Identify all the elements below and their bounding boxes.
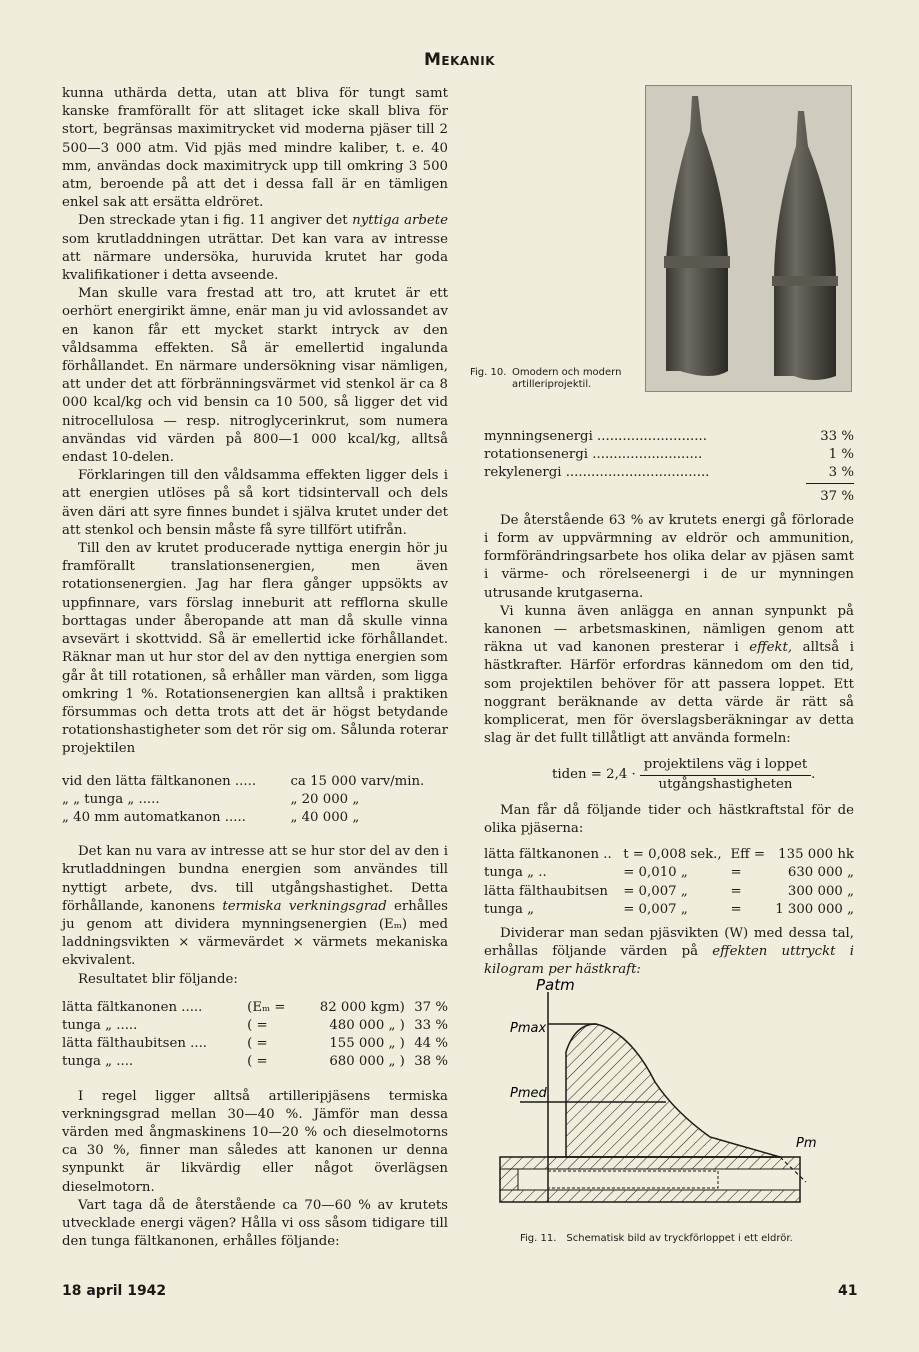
footer-date: 18 april 1942 [62,1283,167,1299]
paragraph: Förklaringen till den våldsamma effekten ligger dels i att energien utlöses på så kort tidsintervall och dels även däri att syre finnes bundet i själva krutet under det att stenkol och bensin måste få syre tillfört utifrån. [62,468,448,538]
projectile-photo [645,85,852,392]
fig10-caption-text: Omodern och modern artilleriprojektil. [512,367,622,390]
label-patm: Patm [536,976,575,994]
table-row: lätta fältkanonen .. t = 0,008 sek., Eff = 135 000 hk [484,847,854,863]
label-pmed: Pmed [510,1086,547,1101]
pressure-diagram [470,972,850,1230]
table-row: tunga „ ..... ( = 480 000 „ ) 33 % [62,1017,448,1033]
rotation-table [62,773,448,828]
paragraph: Vi kunna även anlägga en annan synpunkt på kanonen — arbetsmaskinen, nämligen genom att räkna ut vad kanonen presterar i effekt, alltså i hästkrafter. Härför erfordras kännedom om den tid, som projektilen behöver för att passera loppet. Ett noggrant beräknande av detta värde är rätt så komplicerat, men för överslagsberäkningar av detta slag är det fullt tillåtligt att använda formeln: [484,603,854,747]
paragraph: Vart taga då de återstående ca 70—60 % av krutets utvecklade energi vägen? Hålla vi oss såsom tidigare till den tunga fältkanonen, erhålles följande: [62,1197,448,1250]
table-row: lätta fälthaubitsen = 0,007 „ = 300 000 „ [484,883,854,899]
paragraph: De återstående 63 % av krutets energi gå förlorade i form av uppvärmning av eldrör och ammunition, formförändringsarbete hos olika delar av pjäsen samt i värme- och rörelseenergi i de ur mynningen utrusande krutgaserna. [484,512,854,601]
table-row: lätta fälthaubitsen .... ( = 155 000 „ ) 44 % [62,1036,448,1052]
table-row: „ 40 mm automatkanon ..... „ 40 000 „ [62,809,360,825]
page-header: Mekanik [423,50,495,70]
table-row: vid den lätta fältkanonen ..... ca 15 000 varv/min. [62,773,425,789]
paragraph: kunna uthärda detta, utan att bliva för tungt samt kanske framförallt för att slitaget icke skall bliva för stort, begränsas maximitrycket vid moderna pjäser till 2 500—3 000 atm. Vid pjäs med mindre kaliber, t. e. 40 mm, användas dock maximitryck upp till omkring 3 500 atm, beroende på att det i dessa fall är en tämligen enkel sak att ersätta eldröret. [62,86,448,211]
paragraph: Till den av krutet producerade nyttiga energin hör ju framförallt translationsenergien, men även rotationsenergien. Jag har flera gånger uppsökts av uppfinnare, vars förslag inneburit att refflorna skulle borttagas under åberopande att man då skulle vinna avsevärt i skottvidd. Så är emellertid icke förhållandet. Räknar man ut hur stor del av den nyttiga energien som går åt till rotationen, så erhåller man värden, som ligga omkring 1 %. Rotationsenergien kan alltså i praktiken försummas och detta trots att det är högst betydande rotationshastigheter som det rör sig om. Sålunda roterar projektilen [62,541,448,757]
energy-total: 37 % [806,483,854,506]
paragraph: Man får då följande tider och hästkraftstal för de olika pjäserna: [484,802,854,837]
paragraph: Dividerar man sedan pjäsvikten (W) med dessa tal, erhållas följande värden på effekten uttryckt i kilogram per hästkraft: [484,926,854,978]
label-pmax: Pmax [510,1021,547,1036]
table-row: mynningsenergi .......................... 33 % [484,429,854,444]
table-row: rekylenergi .................................. 3 % [484,465,854,481]
label-pm: Pm [796,1136,817,1151]
energy-table [484,428,854,506]
fig11-caption: Fig. 11. Schematisk bild av tryckförloppet i ett eldrör. [520,1233,793,1244]
useful-work-area [566,1024,780,1157]
horsepower-table [484,846,854,919]
paragraph: Man skulle vara frestad att tro, att krutet är ett oerhört energirikt ämne, enär man ju vid avlossandet av en kanon får ett mycket starkt intryck av den våldsamma effekten. Så är emellertid ingalunda förhållandet. En närmare undersökning visar nämligen, att under det att förbränningsvärmet vid stenkol är ca 8 000 kcal/kg och vid bensin ca 10 500, så ligger det vid nitrocellulosa — resp. nitroglycerinkrut, som numera användas vid värden på 800—1 000 kcal/kg, alltså endast 10-delen. [62,286,448,466]
table-row: „ „ tunga „ ..... „ 20 000 „ [62,791,360,807]
projectile-illustration [646,86,851,391]
table-row: tunga „ = 0,007 „ = 1 300 000 „ [484,901,854,917]
paragraph: Resultatet blir följande: [78,971,238,987]
paragraph: Den streckade ytan i fig. 11 angiver det nyttiga arbete som krutladdningen uträttar. Det kan vara av intresse att närmare undersöka, huruvida krutet har goda kvalifikationer i detta avseende. [62,213,448,284]
left-column [62,85,448,1251]
fig10-caption-label: Fig. 10. [470,367,507,378]
table-row: tunga „ .. = 0,010 „ = 630 000 „ [484,865,854,881]
right-column [484,428,854,980]
efficiency-table [62,999,448,1072]
formula: tiden = 2,4 · $\frac{\text{projektilens väg i loppet}}{\text{utgångshastigheten}}$ . [552,757,816,792]
table-row: tunga „ .... ( = 680 000 „ ) 38 % [62,1054,448,1070]
table-row: lätta fältkanonen ..... (Eₘ = 82 000 kgm) 37 % [62,999,448,1015]
table-row [484,483,854,506]
paragraph: Det kan nu vara av intresse att se hur stor del av den i krutladdningen bundna energien som användes till nyttigt arbete, dvs. till utgångshastighet. Detta förhållande, kanonens termiska verkningsgrad erhålles ju genom att dividera mynningsenergien (Eₘ) med laddningsvikten × värmevärdet × värmets mekaniska ekvivalent. [62,844,448,969]
table-row: rotationsenergi .......................... 1 % [484,447,854,463]
page-number: 41 [838,1283,858,1299]
paragraph: I regel ligger alltså artilleripjäsens termiska verkningsgrad mellan 30—40 %. Jämför man dessa värden med ångmaskinens 10—20 % och dieselmotorns ca 30 %, finner man således att kanonen ur denna synpunkt är likvärdig eller något överlägsen dieselmotorn. [62,1088,448,1195]
